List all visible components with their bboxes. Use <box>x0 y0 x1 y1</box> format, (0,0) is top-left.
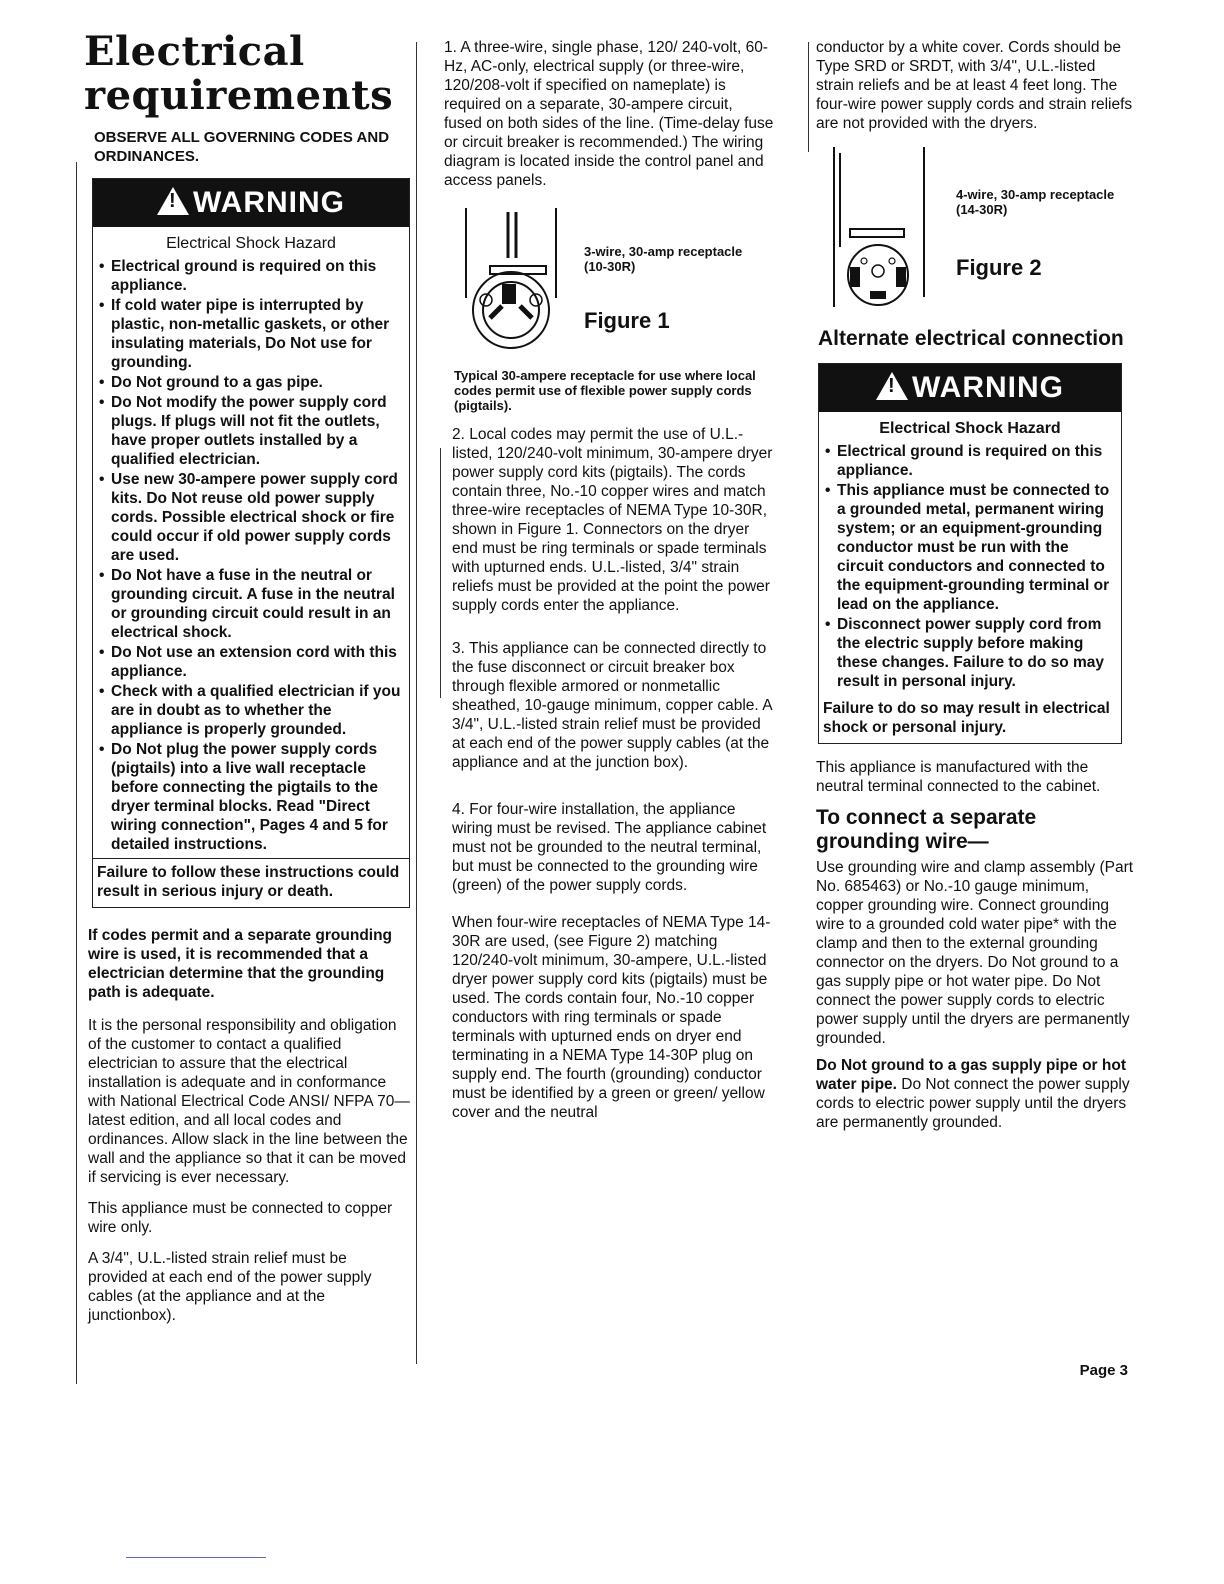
warning-box-alternate <box>818 363 1122 744</box>
warning-item: • If cold water pipe is interrupted by plastic, non-metallic gaskets, or other insulating materials, Do Not use for grounding. <box>97 296 403 372</box>
warning-box-main <box>92 178 410 908</box>
four-wire-paragraph: When four-wire receptacles of NEMA Type 14-30R are used, (see Figure 2) matching 120/240-volt minimum, 30-ampere, U.L.-listed dryer power supply cord kits (pigtails) must be used. The cords contain four, No.-10 copper conductors with ring terminals or spade terminals with upturned ends on dryer end terminating in a NEMA Type 14-30P plug on supply end. The fourth (grounding) conductor must be identified by a green or green/ yellow cover and the neutral <box>452 914 771 1121</box>
warning-item: • Disconnect power supply cord from the electric supply before making these changes. Failure to do so may result in personal injury. <box>823 615 1115 691</box>
copper-paragraph: This appliance must be connected to copper wire only. <box>88 1200 393 1236</box>
figure-2 <box>816 147 1136 315</box>
receptacle-4wire-illustration <box>830 147 940 315</box>
separate-ground-warning: Do Not ground to a gas supply pipe or hot water pipe. Do Not connect the power supply cords to electric power supply until the dryers are permanently grounded. <box>816 1057 1130 1131</box>
warning-item: • Electrical ground is required on this appliance. <box>97 257 403 295</box>
requirement-1: 1. A three-wire, single phase, 120/ 240-volt, 60-Hz, AC-only, electrical supply (or three-wire, 120/208-volt if specified on nameplate) is required on a separate, 30-ampere circuit, fused on both sides of the line. (Time-delay fuse or circuit breaker is recommended.) The wiring diagram is located inside the control panel and access panels. <box>444 39 774 189</box>
column-3 <box>816 38 1136 1132</box>
warning-item: • Do Not have a fuse in the neutral or grounding circuit. A fuse in the neutral or grounding circuit could result in an electrical shock. <box>97 566 403 642</box>
warning-item: • Do Not plug the power supply cords (pigtails) into a live wall receptacle before connecting the pigtails to the dryer terminal blocks. Read "Direct wiring connection", Pages 4 and 5 for detailed instructions. <box>97 740 403 854</box>
failure-notice: Failure to do so may result in electrical shock or personal injury. <box>823 700 1110 736</box>
warning-triangle-icon <box>876 372 908 400</box>
column-2 <box>444 38 774 1134</box>
column-rule-right <box>808 42 809 152</box>
codes-permit-paragraph: If codes permit and a separate grounding wire is used, it is recommended that a electrician determine that the grounding path is adequate. <box>88 927 393 1001</box>
warning-list <box>93 257 409 854</box>
requirement-3: 3. This appliance can be connected directly to the fuse disconnect or circuit breaker box through flexible armored or nonmetallic sheathed, 10-gauge minimum, copper cable. A 3/4", U.L.-listed strain relief must be provided at each end of the power supply cables (at the appliance and at the junction box). <box>452 640 772 771</box>
warning-list <box>819 442 1121 691</box>
column-rule-mid <box>416 42 417 1364</box>
warning-item: • Check with a qualified electrician if you are in doubt as to whether the appliance is properly grounded. <box>97 682 403 739</box>
figure-1-caption: 3-wire, 30-amp receptacle (10-30R) <box>584 244 743 274</box>
warning-item: • Do Not ground to a gas pipe. <box>97 373 403 392</box>
requirement-2: 2. Local codes may permit the use of U.L.-listed, 120/240-volt minimum, 30-ampere dryer power supply cord kits (pigtails). The cords contain three, No.-10 copper wires and match three-wire receptacles of NEMA Type 10-30R, shown in Figure 1. Connectors on the dryer end must be ring terminals or spade terminals with upturned ends. U.L.-listed, 3/4" strain reliefs must be provided at the point the power supply cords enter the appliance. <box>452 426 773 614</box>
warning-item: • Do Not modify the power supply cord plugs. If plugs will not fit the outlets, have proper outlets installed by a qualified electrician. <box>97 393 403 469</box>
figure-2-caption: 4-wire, 30-amp receptacle (14-30R) <box>956 187 1115 217</box>
figure-1-note: Typical 30-ampere receptacle for use where local codes permit use of flexible power supply cords (pigtails). <box>454 368 756 413</box>
column-rule-left <box>76 162 77 1384</box>
page-number: Page 3 <box>1079 1362 1128 1379</box>
warning-banner: ! WARNING <box>819 364 1121 412</box>
column-1 <box>80 30 410 1337</box>
requirement-4: 4. For four-wire installation, the appliance wiring must be revised. The appliance cabinet must not be grounded to the neutral terminal, but must be connected to the grounding wire (green) of the power supply cords. <box>452 801 767 894</box>
warning-item: • This appliance must be connected to a grounded metal, permanent wiring system; or an equipment-grounding conductor must be run with the circuit conductors and connected to the equipment-grounding terminal or lead on the appliance. <box>823 481 1115 614</box>
alternate-connection-heading: Alternate electrical connection <box>818 327 1124 350</box>
observe-codes: OBSERVE ALL GOVERNING CODES AND ORDINANCES. <box>94 129 390 165</box>
failure-notice: Failure to follow these instructions could result in serious injury or death. <box>93 858 409 901</box>
receptacle-3wire-illustration <box>462 208 572 358</box>
separate-ground-text: Use grounding wire and clamp assembly (Part No. 685463) or No.-10 gauge minimum, copper grounding wire. Connect grounding wire to a grounded cold water pipe* with the clamp and then to the external grounding connector on the dryers. Do Not ground to a gas supply pipe or hot water pipe. Do Not connect the power supply cords to electric power supply until the dryers are permanently grounded. <box>816 859 1134 1047</box>
hazard-title: Electrical Shock Hazard <box>166 235 336 252</box>
hazard-title: Electrical Shock Hazard <box>879 420 1061 437</box>
neutral-paragraph: This appliance is manufactured with the neutral terminal connected to the cabinet. <box>816 759 1101 795</box>
footer-rule <box>126 1557 266 1558</box>
figure-1 <box>444 208 774 358</box>
cord-type-paragraph: conductor by a white cover. Cords should be Type SRD or SRDT, with 3/4", U.L.-listed strain reliefs and be at least 4 feet long. The four-wire power supply cords and strain reliefs are not provided with the dryers. <box>816 39 1133 132</box>
warning-item: • Electrical ground is required on this appliance. <box>823 442 1115 480</box>
column-rule-mid2 <box>440 448 441 698</box>
warning-banner: ! WARNING <box>93 179 409 227</box>
strain-relief-paragraph: A 3/4", U.L.-listed strain relief must be provided at each end of the power supply cables (at the appliance and at the junctionbox). <box>88 1250 372 1324</box>
page-title: Electrical requirements <box>84 28 394 119</box>
responsibility-paragraph: It is the personal responsibility and obligation of the customer to contact a qualified electrician to assure that the electrical installation is adequate and in conformance with National Electrical Code ANSI/ NFPA 70—latest edition, and all local codes and ordinances. Allow slack in the line between the wall and the appliance so that it can be moved if servicing is ever necessary. <box>88 1017 410 1186</box>
warning-item: • Use new 30-ampere power supply cord kits. Do Not reuse old power supply cords. Possible electrical shock or fire could occur if old power supply cords are used. <box>97 470 403 565</box>
figure-2-title: Figure 2 <box>956 255 1042 280</box>
figure-1-title: Figure 1 <box>584 308 670 333</box>
separate-ground-heading: To connect a separate grounding wire— <box>816 806 1037 853</box>
warning-triangle-icon <box>157 187 189 215</box>
warning-item: • Do Not use an extension cord with this appliance. <box>97 643 403 681</box>
